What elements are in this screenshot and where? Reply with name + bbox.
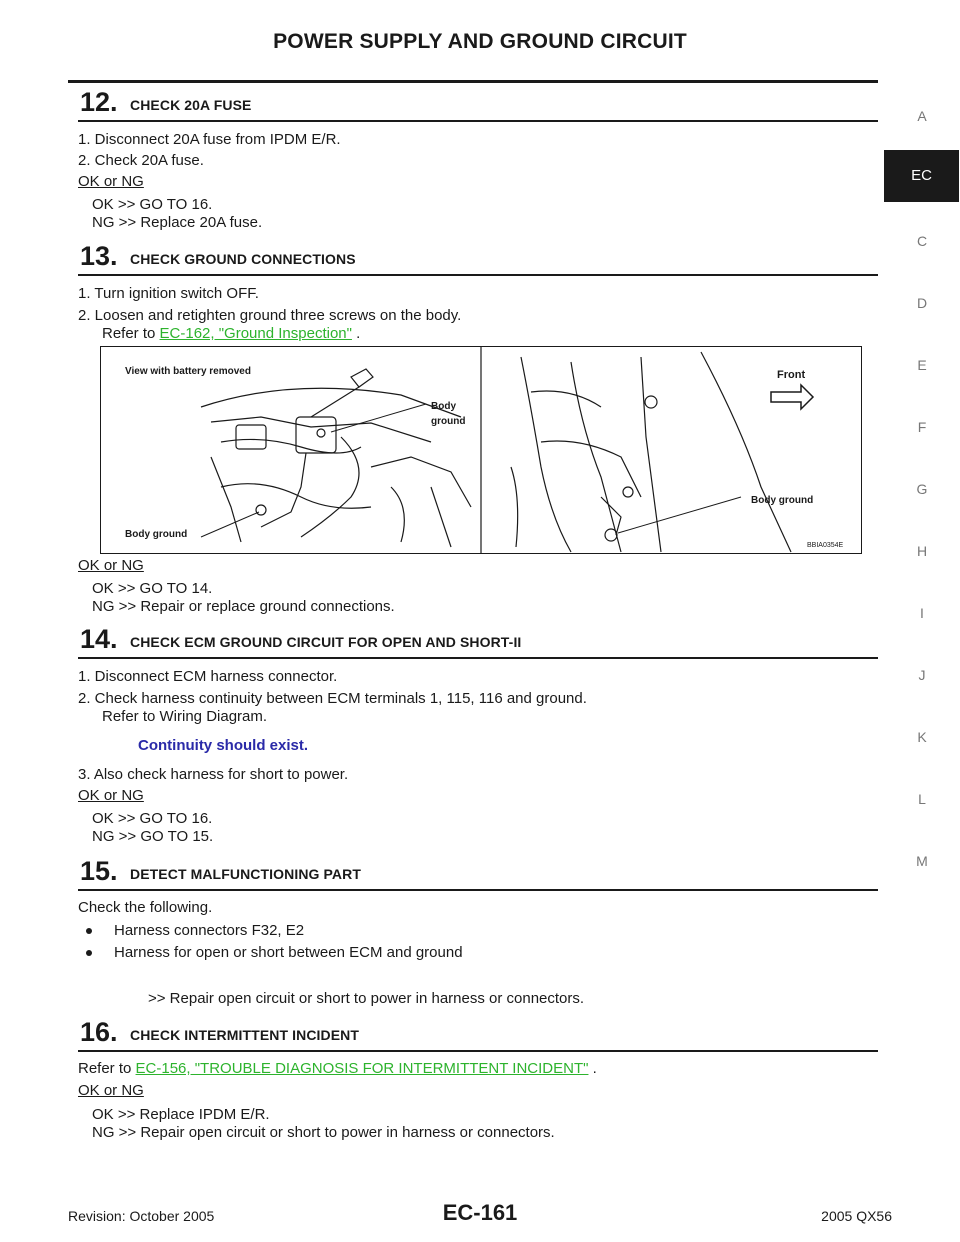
instruction-line: 1. Turn ignition switch OFF.: [78, 285, 259, 302]
instruction-line: Refer to Wiring Diagram.: [102, 708, 268, 725]
ng-result: NG >> Repair or replace ground connections.: [92, 598, 395, 615]
refer-line: Refer to EC-156, "TROUBLE DIAGNOSIS FOR INTERMITTENT INCIDENT" .: [78, 1060, 597, 1077]
step-number: 15.: [80, 856, 118, 886]
body-ground-right-label: Body ground: [751, 495, 814, 506]
step-caption: CHECK INTERMITTENT INCIDENT: [130, 1027, 360, 1043]
side-tab-g[interactable]: G: [916, 481, 928, 497]
side-tab-ec-active[interactable]: EC: [884, 150, 959, 202]
step-caption: CHECK ECM GROUND CIRCUIT FOR OPEN AND SHORT-II: [130, 634, 522, 650]
ok-or-ng-heading: OK or NG: [78, 173, 144, 190]
step-number: 14.: [80, 624, 118, 654]
body-ground-bottom-label: Body ground: [125, 529, 188, 540]
front-arrow-icon: [771, 385, 813, 409]
revision-text: Revision: October 2005: [68, 1208, 215, 1224]
spec-text: Continuity should exist.: [138, 737, 309, 754]
front-label: Front: [777, 369, 806, 381]
ng-result: NG >> GO TO 15.: [92, 828, 214, 845]
side-tab-c[interactable]: C: [916, 233, 928, 249]
refer-line: Refer to EC-162, "Ground Inspection" .: [102, 325, 361, 342]
body-ground-top-label-2: ground: [431, 416, 466, 427]
step-number: 12.: [80, 87, 118, 117]
instruction-line: 2. Loosen and retighten ground three screws on the body.: [78, 307, 462, 324]
ok-result: OK >> GO TO 14.: [92, 580, 213, 597]
list-item: Harness connectors F32, E2: [114, 922, 305, 939]
ok-result: OK >> GO TO 16.: [92, 196, 213, 213]
instruction-line: Check the following.: [78, 899, 213, 916]
step-13-header: [78, 240, 878, 276]
side-tab-l[interactable]: L: [918, 791, 926, 807]
step-caption: CHECK 20A FUSE: [130, 97, 252, 113]
ok-result: OK >> Replace IPDM E/R.: [92, 1106, 270, 1123]
ok-or-ng-heading: OK or NG: [78, 557, 144, 574]
side-tab-k[interactable]: K: [917, 729, 927, 745]
step-number: 16.: [80, 1017, 118, 1047]
view-label: View with battery removed: [125, 366, 251, 377]
ok-or-ng-heading: OK or NG: [78, 787, 144, 804]
ok-or-ng-heading: OK or NG: [78, 1082, 144, 1099]
step-14-header: [78, 623, 878, 659]
ground-inspection-link[interactable]: EC-162, "Ground Inspection": [159, 325, 352, 342]
ground-location-figure: [100, 346, 862, 554]
step-caption: CHECK GROUND CONNECTIONS: [130, 251, 356, 267]
side-tab-j[interactable]: J: [918, 667, 926, 683]
instruction-line: 3. Also check harness for short to power.: [78, 766, 349, 783]
ok-result: OK >> GO TO 16.: [92, 810, 213, 827]
page-number: EC-161: [442, 1200, 518, 1225]
figure-code: BBIA0354E: [807, 542, 844, 549]
ng-result: NG >> Replace 20A fuse.: [92, 214, 263, 231]
instruction-line: 1. Disconnect 20A fuse from IPDM E/R.: [78, 131, 341, 148]
instruction-line: 1. Disconnect ECM harness connector.: [78, 668, 338, 685]
ng-result: NG >> Repair open circuit or short to power in harness or connectors.: [92, 1124, 555, 1141]
step-16-header: [78, 1016, 878, 1052]
intermittent-incident-link[interactable]: EC-156, "TROUBLE DIAGNOSIS FOR INTERMITTENT INCIDENT": [135, 1060, 589, 1077]
side-tab-a[interactable]: A: [917, 108, 927, 124]
side-tab-i[interactable]: I: [920, 605, 924, 621]
instruction-line: 2. Check harness continuity between ECM terminals 1, 115, 116 and ground.: [78, 690, 587, 707]
step-15-header: [78, 855, 878, 891]
list-item: Harness for open or short between ECM and ground: [114, 944, 463, 961]
side-tab-d[interactable]: D: [916, 295, 928, 311]
side-tab-e[interactable]: E: [917, 357, 927, 373]
side-tab-f[interactable]: F: [917, 419, 927, 435]
page-title: POWER SUPPLY AND GROUND CIRCUIT: [273, 30, 687, 53]
side-tab-m[interactable]: M: [916, 853, 928, 869]
step-caption: DETECT MALFUNCTIONING PART: [130, 866, 361, 882]
side-tab-h[interactable]: H: [916, 543, 928, 559]
step-number: 13.: [80, 241, 118, 271]
result-line: >> Repair open circuit or short to power in harness or connectors.: [148, 990, 585, 1007]
instruction-line: 2. Check 20A fuse.: [78, 152, 204, 169]
step-12-header: [78, 86, 878, 122]
title-rule: [68, 80, 878, 83]
model-text: 2005 QX56: [821, 1208, 892, 1224]
body-ground-top-label: Body: [431, 401, 456, 412]
